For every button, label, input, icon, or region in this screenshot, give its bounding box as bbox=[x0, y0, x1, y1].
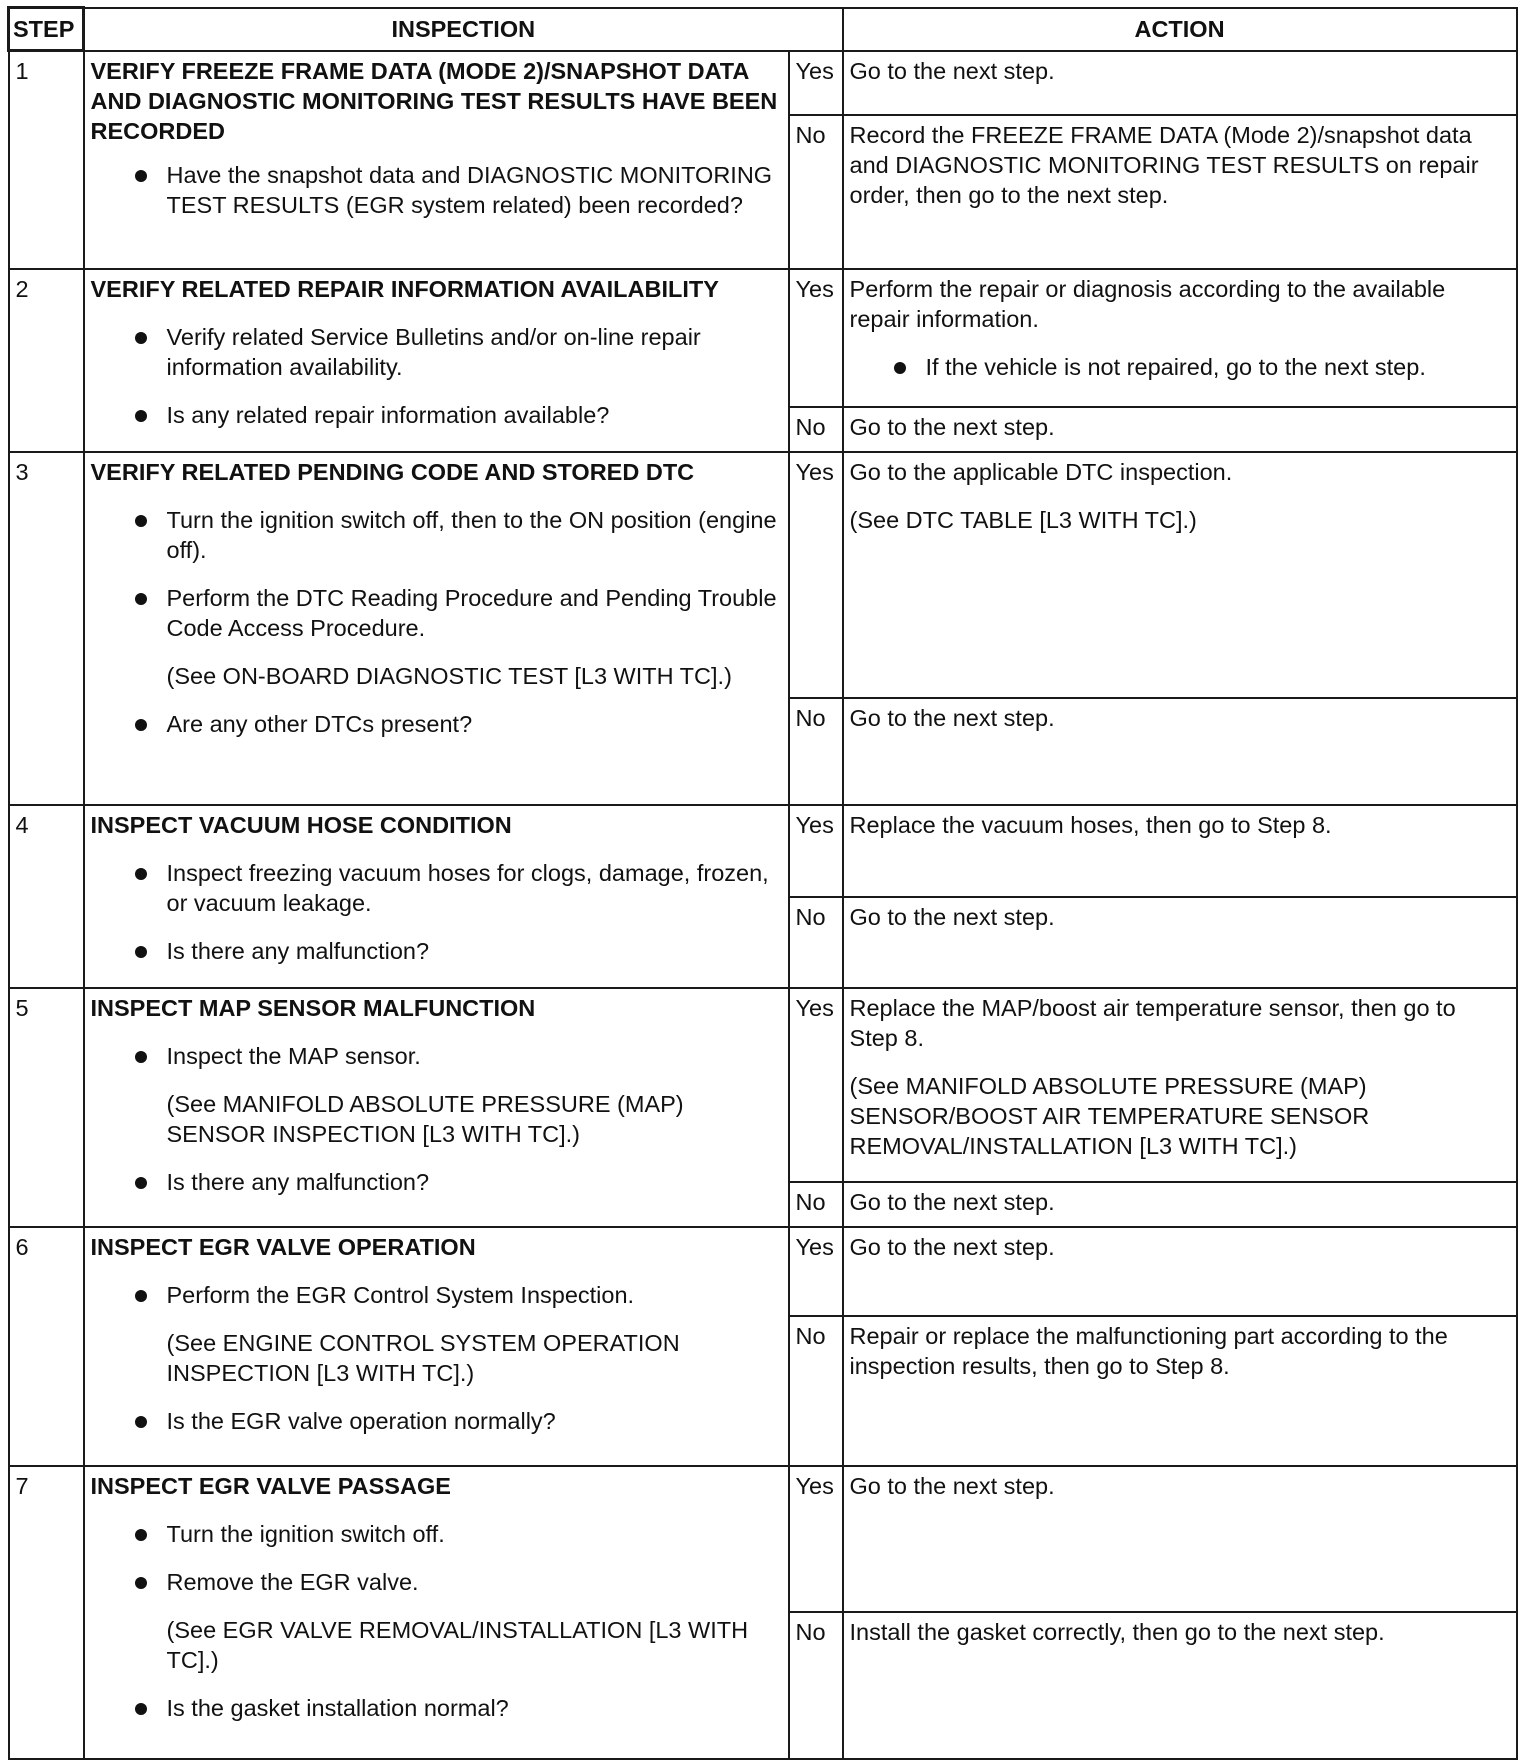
step-row bbox=[9, 269, 1517, 407]
inspection-item: Perform the DTC Reading Procedure and Pending Trouble Code Access Procedure. bbox=[91, 583, 782, 643]
inspection-item: Have the snapshot data and DIAGNOSTIC MONITORING TEST RESULTS (EGR system related) been recorded? bbox=[91, 160, 782, 220]
inspection-reference: (See ENGINE CONTROL SYSTEM OPERATION INSPECTION [L3 WITH TC].) bbox=[166, 1329, 680, 1386]
inspection-item: Turn the ignition switch off. bbox=[91, 1519, 782, 1549]
inspection-item: Is there any malfunction? bbox=[91, 1167, 782, 1197]
step-number: 6 bbox=[9, 1227, 84, 1466]
step-row bbox=[9, 805, 1517, 897]
inspection-heading: VERIFY RELATED PENDING CODE AND STORED DTC bbox=[90, 458, 695, 485]
inspection-item: Inspect the MAP sensor. bbox=[91, 1041, 782, 1071]
inspection-heading: INSPECT EGR VALVE PASSAGE bbox=[90, 1472, 451, 1499]
yes-action-reference: (See MANIFOLD ABSOLUTE PRESSURE (MAP) SENSOR/BOOST AIR TEMPERATURE SENSOR REMOVAL/INSTALLATION [L3 WITH TC].) bbox=[849, 1072, 1370, 1159]
inspection-reference: (See EGR VALVE REMOVAL/INSTALLATION [L3 WITH TC].) bbox=[166, 1616, 749, 1673]
inspection-reference: (See MANIFOLD ABSOLUTE PRESSURE (MAP) SENSOR INSPECTION [L3 WITH TC].) bbox=[166, 1090, 684, 1147]
inspection-cell bbox=[84, 805, 789, 988]
step-row bbox=[9, 51, 1517, 115]
inspection-cell bbox=[84, 988, 789, 1227]
no-action: Go to the next step. bbox=[843, 407, 1517, 452]
no-action: Install the gasket correctly, then go to the next step. bbox=[843, 1612, 1517, 1759]
yes-label: Yes bbox=[789, 51, 843, 115]
inspection-heading: INSPECT EGR VALVE OPERATION bbox=[90, 1233, 476, 1260]
step-number: 5 bbox=[9, 988, 84, 1227]
no-action: Go to the next step. bbox=[843, 698, 1517, 805]
inspection-item: Is any related repair information available? bbox=[91, 400, 782, 430]
step-row bbox=[9, 1466, 1517, 1612]
inspection-item: Verify related Service Bulletins and/or on-line repair information availability. bbox=[91, 322, 782, 382]
inspection-cell bbox=[84, 1466, 789, 1759]
yes-action: Replace the MAP/boost air temperature sensor, then go to Step 8. bbox=[849, 994, 1456, 1051]
yes-action: Go to the next step. bbox=[843, 51, 1517, 115]
header-row bbox=[9, 8, 1517, 51]
inspection-item: Perform the EGR Control System Inspection. bbox=[91, 1280, 782, 1310]
yes-action-cell bbox=[843, 988, 1517, 1182]
step-number: 2 bbox=[9, 269, 84, 452]
inspection-item: Remove the EGR valve. bbox=[91, 1567, 782, 1597]
no-label: No bbox=[789, 1182, 843, 1227]
step-number: 1 bbox=[9, 51, 84, 269]
yes-label: Yes bbox=[789, 1466, 843, 1612]
yes-action: Perform the repair or diagnosis according to the available repair information. bbox=[849, 275, 1446, 332]
no-label: No bbox=[789, 407, 843, 452]
inspection-item: Is the EGR valve operation normally? bbox=[91, 1406, 782, 1436]
header-action: ACTION bbox=[843, 8, 1517, 51]
yes-action-bullet: If the vehicle is not repaired, go to the next step. bbox=[850, 352, 1510, 382]
step-number: 7 bbox=[9, 1466, 84, 1759]
yes-action: Go to the next step. bbox=[843, 1227, 1517, 1316]
no-action: Repair or replace the malfunctioning part according to the inspection results, then go to Step 8. bbox=[843, 1316, 1517, 1466]
step-row bbox=[9, 988, 1517, 1182]
inspection-item: Turn the ignition switch off, then to the ON position (engine off). bbox=[91, 505, 782, 565]
yes-action-cell bbox=[843, 269, 1517, 407]
inspection-reference: (See ON-BOARD DIAGNOSTIC TEST [L3 WITH TC].) bbox=[166, 662, 732, 689]
step-row bbox=[9, 1227, 1517, 1316]
no-label: No bbox=[789, 115, 843, 269]
inspection-cell bbox=[84, 51, 789, 269]
yes-label: Yes bbox=[789, 805, 843, 897]
yes-action: Go to the applicable DTC inspection. bbox=[849, 458, 1233, 485]
no-label: No bbox=[789, 1316, 843, 1466]
no-action: Go to the next step. bbox=[843, 897, 1517, 988]
no-action: Go to the next step. bbox=[843, 1182, 1517, 1227]
no-label: No bbox=[789, 698, 843, 805]
yes-action-cell bbox=[843, 452, 1517, 698]
inspection-heading: VERIFY FREEZE FRAME DATA (MODE 2)/SNAPSHOT DATA AND DIAGNOSTIC MONITORING TEST RESULTS HAVE BEEN RECORDED bbox=[90, 57, 778, 144]
step-number: 3 bbox=[9, 452, 84, 805]
header-step: STEP bbox=[9, 8, 84, 51]
yes-action-reference: (See DTC TABLE [L3 WITH TC].) bbox=[849, 506, 1197, 533]
inspection-heading: INSPECT VACUUM HOSE CONDITION bbox=[90, 811, 512, 838]
yes-action: Replace the vacuum hoses, then go to Step 8. bbox=[843, 805, 1517, 897]
diagnostic-procedure-table bbox=[7, 6, 1518, 1760]
yes-label: Yes bbox=[789, 988, 843, 1182]
yes-label: Yes bbox=[789, 452, 843, 698]
inspection-cell bbox=[84, 269, 789, 452]
no-action: Record the FREEZE FRAME DATA (Mode 2)/snapshot data and DIAGNOSTIC MONITORING TEST RESULTS on repair order, then go to the next step. bbox=[843, 115, 1517, 269]
inspection-item: Are any other DTCs present? bbox=[91, 709, 782, 739]
inspection-heading: INSPECT MAP SENSOR MALFUNCTION bbox=[90, 994, 536, 1021]
yes-label: Yes bbox=[789, 269, 843, 407]
no-label: No bbox=[789, 897, 843, 988]
inspection-item: Is the gasket installation normal? bbox=[91, 1693, 782, 1723]
yes-action: Go to the next step. bbox=[843, 1466, 1517, 1612]
inspection-item: Inspect freezing vacuum hoses for clogs, damage, frozen, or vacuum leakage. bbox=[91, 858, 782, 918]
inspection-cell bbox=[84, 1227, 789, 1466]
no-label: No bbox=[789, 1612, 843, 1759]
step-number: 4 bbox=[9, 805, 84, 988]
inspection-heading: VERIFY RELATED REPAIR INFORMATION AVAILABILITY bbox=[90, 275, 719, 302]
header-inspection: INSPECTION bbox=[84, 8, 843, 51]
step-row bbox=[9, 452, 1517, 698]
inspection-item: Is there any malfunction? bbox=[91, 936, 782, 966]
inspection-cell bbox=[84, 452, 789, 805]
yes-label: Yes bbox=[789, 1227, 843, 1316]
